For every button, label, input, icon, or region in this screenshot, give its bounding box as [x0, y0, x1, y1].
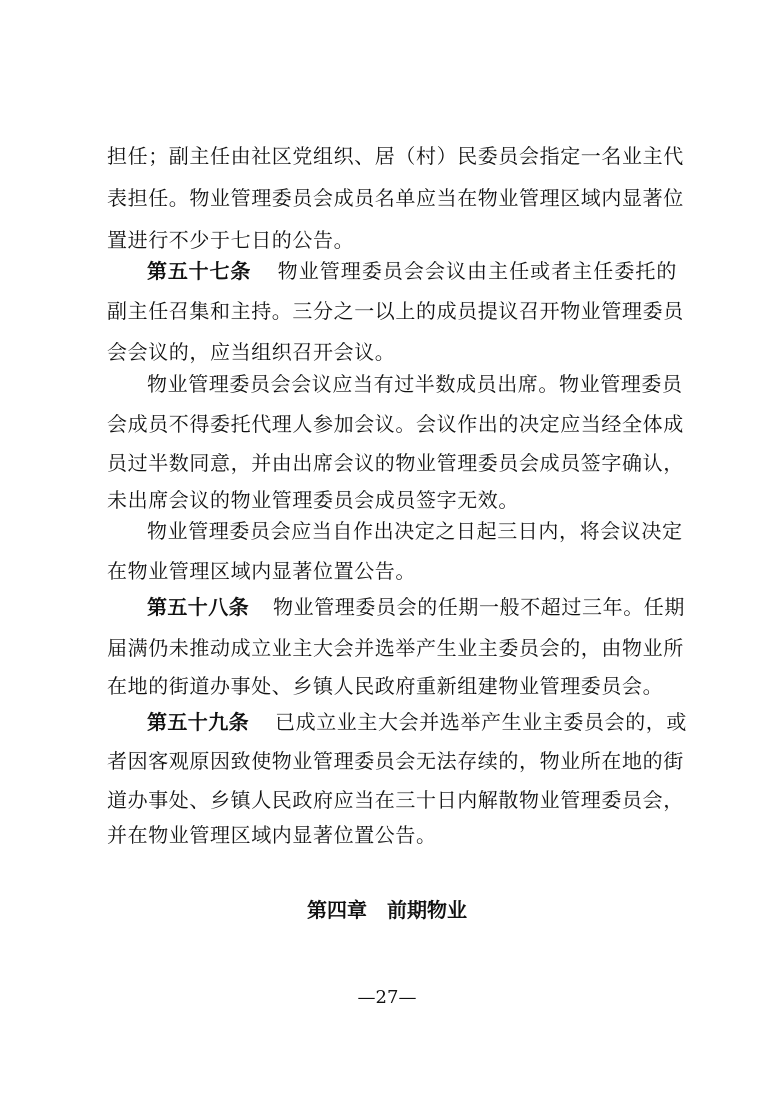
text-line: 已成立业主大会并选举产生业主委员会的，或: [275, 710, 687, 734]
text-line: 在物业管理区域内显著位置公告。: [107, 559, 416, 583]
text-line: 物业管理委员会会议由主任或者主任委托的: [277, 259, 678, 283]
article-59-line: [147, 707, 687, 737]
text-line: 会成员不得委托代理人参加会议。会议作出的决定应当经全体成: [107, 412, 684, 436]
article-59-label: 第五十九条: [147, 710, 249, 734]
text-line: 担任；副主任由社区党组织、居（村）民委员会指定一名业主代: [107, 144, 684, 168]
text-line: 表担任。物业管理委员会成员名单应当在物业管理区域内显著位: [107, 186, 684, 210]
text-line: 在地的街道办事处、乡镇人民政府重新组建物业管理委员会。: [107, 674, 664, 698]
text-line: 并在物业管理区域内显著位置公告。: [107, 823, 437, 847]
text-line: 物业管理委员会的任期一般不超过三年。任期: [273, 595, 685, 619]
text-line: 物业管理委员会应当自作出决定之日起三日内，将会议决定: [147, 519, 683, 543]
text-line: 员过半数同意，并由出席会议的物业管理委员会成员签字确认，: [107, 451, 684, 475]
text-line: 届满仍未推动成立业主大会并选举产生业主委员会的，由物业所: [107, 636, 684, 660]
chapter-number: 第四章: [307, 898, 367, 922]
text-line: 置进行不少于七日的公告。: [107, 228, 355, 252]
chapter-title: 前期物业: [387, 898, 467, 922]
article-57-line: [147, 256, 677, 286]
page-number: —27—: [357, 987, 417, 1008]
article-58-line: [147, 592, 685, 622]
article-58-label: 第五十八条: [147, 595, 249, 619]
text-line: 者因客观原因致使物业管理委员会无法存续的，物业所在地的街: [107, 749, 684, 773]
text-line: 道办事处、乡镇人民政府应当在三十日内解散物业管理委员会，: [107, 788, 684, 812]
text-line: 未出席会议的物业管理委员会成员签字无效。: [107, 488, 519, 512]
chapter-heading: [0, 895, 774, 925]
text-line: 会会议的，应当组织召开会议。: [107, 340, 396, 364]
article-57-label: 第五十七条: [147, 259, 252, 283]
text-line: 物业管理委员会会议应当有过半数成员出席。物业管理委员: [147, 372, 683, 396]
text-line: 副主任召集和主持。三分之一以上的成员提议召开物业管理委员: [107, 299, 684, 323]
